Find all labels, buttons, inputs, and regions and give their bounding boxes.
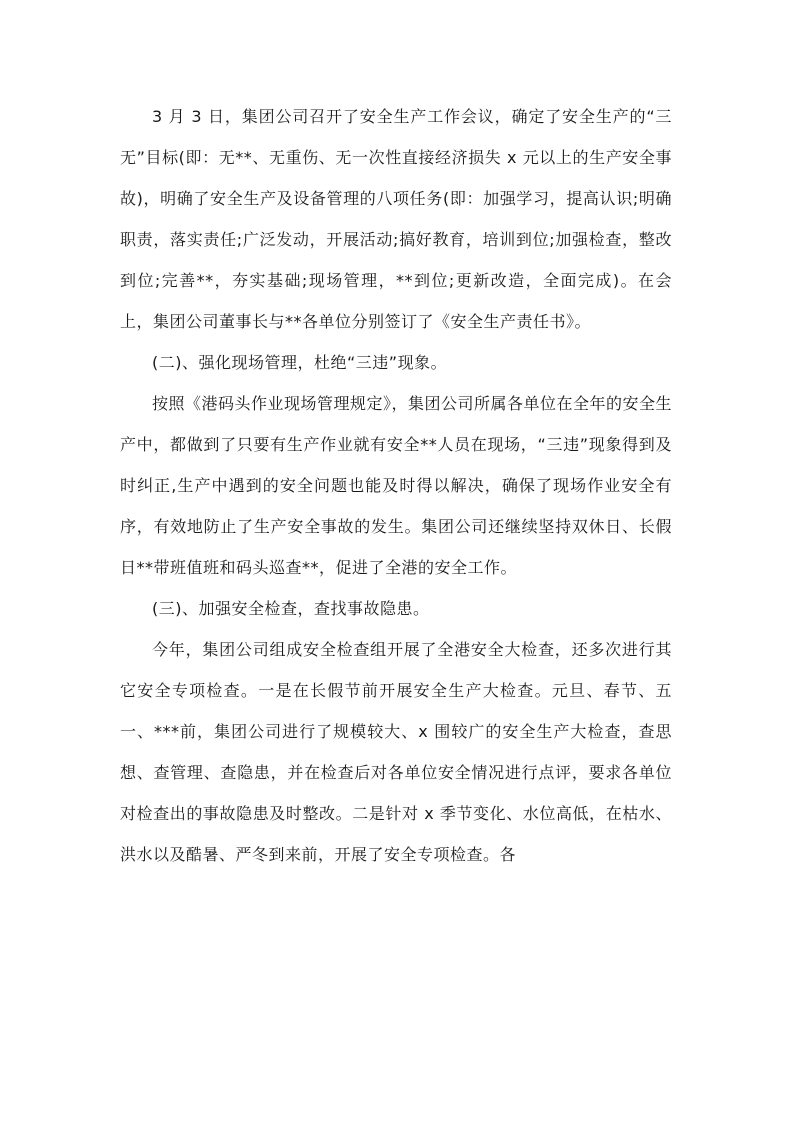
paragraph-meeting-summary: 3 月 3 日，集团公司召开了安全生产工作会议，确定了安全生产的“三无”目标(即：无**、无重伤、无一次性直接经济损失 x 元以上的生产安全事故)，明确了安全生产及设备管理的八项任务(即：加强学习，提高认识;明确职责，落实责任;广泛发动，开展活动;搞好教育，培训到位;加强检查，整改到位;完善**，夯实基础;现场管理，**到位;更新改造，全面完成)。在会上，集团公司董事长与**各单位分别签订了《安全生产责任书》。 <box>120 107 672 331</box>
paragraph-site-management: 按照《港码头作业现场管理规定》，集团公司所属各单位在全年的安全生产中，都做到了只要有生产作业就有安全**人员在现场，“三违”现象得到及时纠正,生产中遇到的安全问题也能及时得以解决，确保了现场作业安全有序，有效地防止了生产安全事故的发生。集团公司还继续坚持双休日、长假日**带班值班和码头巡查**，促进了全港的安全工作。 <box>120 394 673 577</box>
document-page <box>120 96 672 875</box>
section-heading-2: (二)、强化现场管理，杜绝“三违”现象。 <box>152 353 448 372</box>
paragraph-safety-inspection: 今年，集团公司组成安全检查组开展了全港安全大检查，还多次进行其它安全专项检查。一是在长假节前开展安全生产大检查。元旦、春节、五一、***前，集团公司进行了规模较大、x 围较广的安全生产大检查，查思想、查管理、查隐患，并在检查后对各单位安全情况进行点评，要求各单位对检查出的事故隐患及时整改。二是针对 x 季节变化、水位高低，在枯水、洪水以及酷暑、严冬到来前，开展了安全专项检查。各 <box>120 640 672 864</box>
section-heading-3: (三)、加强安全检查，查找事故隐患。 <box>152 599 430 618</box>
